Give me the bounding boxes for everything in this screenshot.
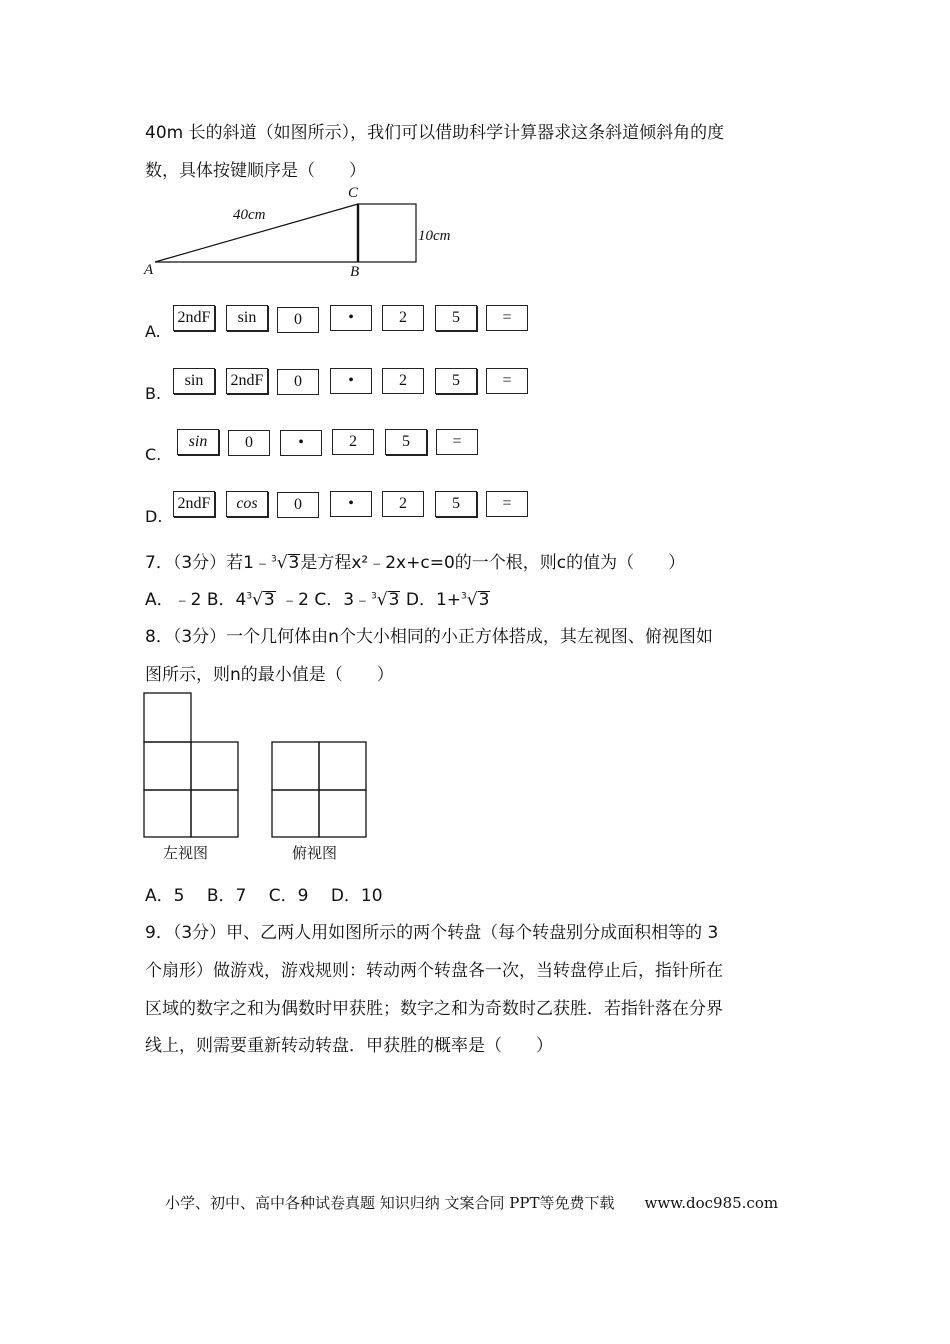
- key-2ndf: 2ndF: [173, 491, 215, 517]
- top-view-figure: [271, 741, 371, 841]
- key-2ndf: 2ndF: [226, 368, 268, 394]
- q6-option-a-label: A.: [145, 322, 161, 341]
- q8-options: A．5 B．7 C．9 D．10: [145, 886, 383, 906]
- footer: 小学、初中、高中各种试卷真题 知识归纳 文案合同 PPT等免费下载 www.doc985.com: [165, 1194, 779, 1212]
- key-0: 0: [277, 492, 319, 518]
- root-radicand: 3: [478, 590, 490, 610]
- key-2ndf: 2ndF: [173, 305, 215, 331]
- root-radicand: 3: [388, 590, 400, 610]
- q7-stem-a: 7．（3分）若1﹣: [145, 553, 271, 573]
- q6-option-c-label: C.: [145, 445, 162, 464]
- key-dot: •: [330, 491, 372, 517]
- q6-option-b-label: B.: [145, 384, 162, 403]
- key-5: 5: [435, 305, 477, 331]
- key-sin: sin: [173, 368, 215, 394]
- q8-line1: 8．（3分）一个几何体由n个大小相同的小正方体搭成，其左视图、俯视图如: [145, 627, 713, 647]
- q7-stem: 7．（3分）若1﹣$^3$√3是方程x²﹣2x+c=0的一个根，则c的值为（ ）: [145, 553, 686, 573]
- q9-line1: 9．（3分）甲、乙两人用如图所示的两个转盘（每个转盘别分成面积相等的 3: [145, 923, 719, 943]
- q8-line2: 图所示，则n的最小值是（ ）: [145, 665, 394, 685]
- top-view-caption: 俯视图: [292, 844, 338, 862]
- key-equals: =: [486, 368, 528, 394]
- key-dot: •: [330, 368, 372, 394]
- root-index: 3: [371, 591, 377, 602]
- key-2: 2: [382, 368, 424, 394]
- key-equals: =: [486, 491, 528, 517]
- key-sin: sin: [226, 305, 268, 331]
- key-5: 5: [435, 491, 477, 517]
- q7-opt-a: A．﹣2 B．4: [145, 590, 247, 610]
- root-index: 3: [461, 591, 467, 602]
- key-0: 0: [277, 307, 319, 333]
- root-radicand: 3: [263, 590, 275, 610]
- key-0: 0: [228, 430, 270, 456]
- key-sin: sin: [177, 429, 219, 455]
- label-C: C: [348, 185, 359, 201]
- key-5: 5: [385, 429, 427, 455]
- label-10cm: 10cm: [418, 228, 451, 244]
- label-40cm: 40cm: [233, 207, 266, 223]
- q6-line1: 40m 长的斜道（如图所示），我们可以借助科学计算器求这条斜道倾斜角的度: [145, 123, 725, 143]
- root-index: 3: [270, 554, 277, 565]
- q7-opt-b: ﹣2 C．3﹣: [281, 590, 372, 610]
- key-0: 0: [277, 369, 319, 395]
- root-radicand: 3: [288, 553, 300, 573]
- root-index: 3: [246, 591, 253, 602]
- key-equals: =: [436, 429, 478, 455]
- q6-option-d-label: D.: [145, 507, 163, 526]
- key-equals: =: [486, 305, 528, 331]
- q7-options: A．﹣2 B．$4^3√3$ ﹣2 C．3﹣$^3$√3 D．1+$^3$√3: [145, 590, 490, 610]
- q7-stem-b: 是方程x²﹣2x+c=0的一个根，则c的值为（ ）: [300, 553, 686, 573]
- key-cos: cos: [226, 491, 268, 517]
- key-2: 2: [332, 429, 374, 455]
- q9-line4: 线上，则需要重新转动转盘．甲获胜的概率是（ ）: [145, 1036, 553, 1056]
- q9-line2: 个扇形）做游戏，游戏规则：转动两个转盘各一次，当转盘停止后，指针所在: [145, 961, 723, 981]
- left-view-figure: [143, 692, 243, 840]
- left-view-caption: 左视图: [163, 844, 209, 862]
- key-2: 2: [382, 491, 424, 517]
- q6-line2: 数，具体按键顺序是（ ）: [145, 161, 366, 181]
- key-2: 2: [382, 305, 424, 331]
- label-A: A: [144, 262, 154, 278]
- key-dot: •: [280, 430, 322, 456]
- q9-line3: 区域的数字之和为偶数时甲获胜；数字之和为奇数时乙获胜．若指针落在分界: [145, 999, 723, 1019]
- key-5: 5: [435, 368, 477, 394]
- label-B: B: [350, 264, 360, 280]
- q7-opt-c: D．1+: [405, 590, 462, 610]
- key-dot: •: [330, 305, 372, 331]
